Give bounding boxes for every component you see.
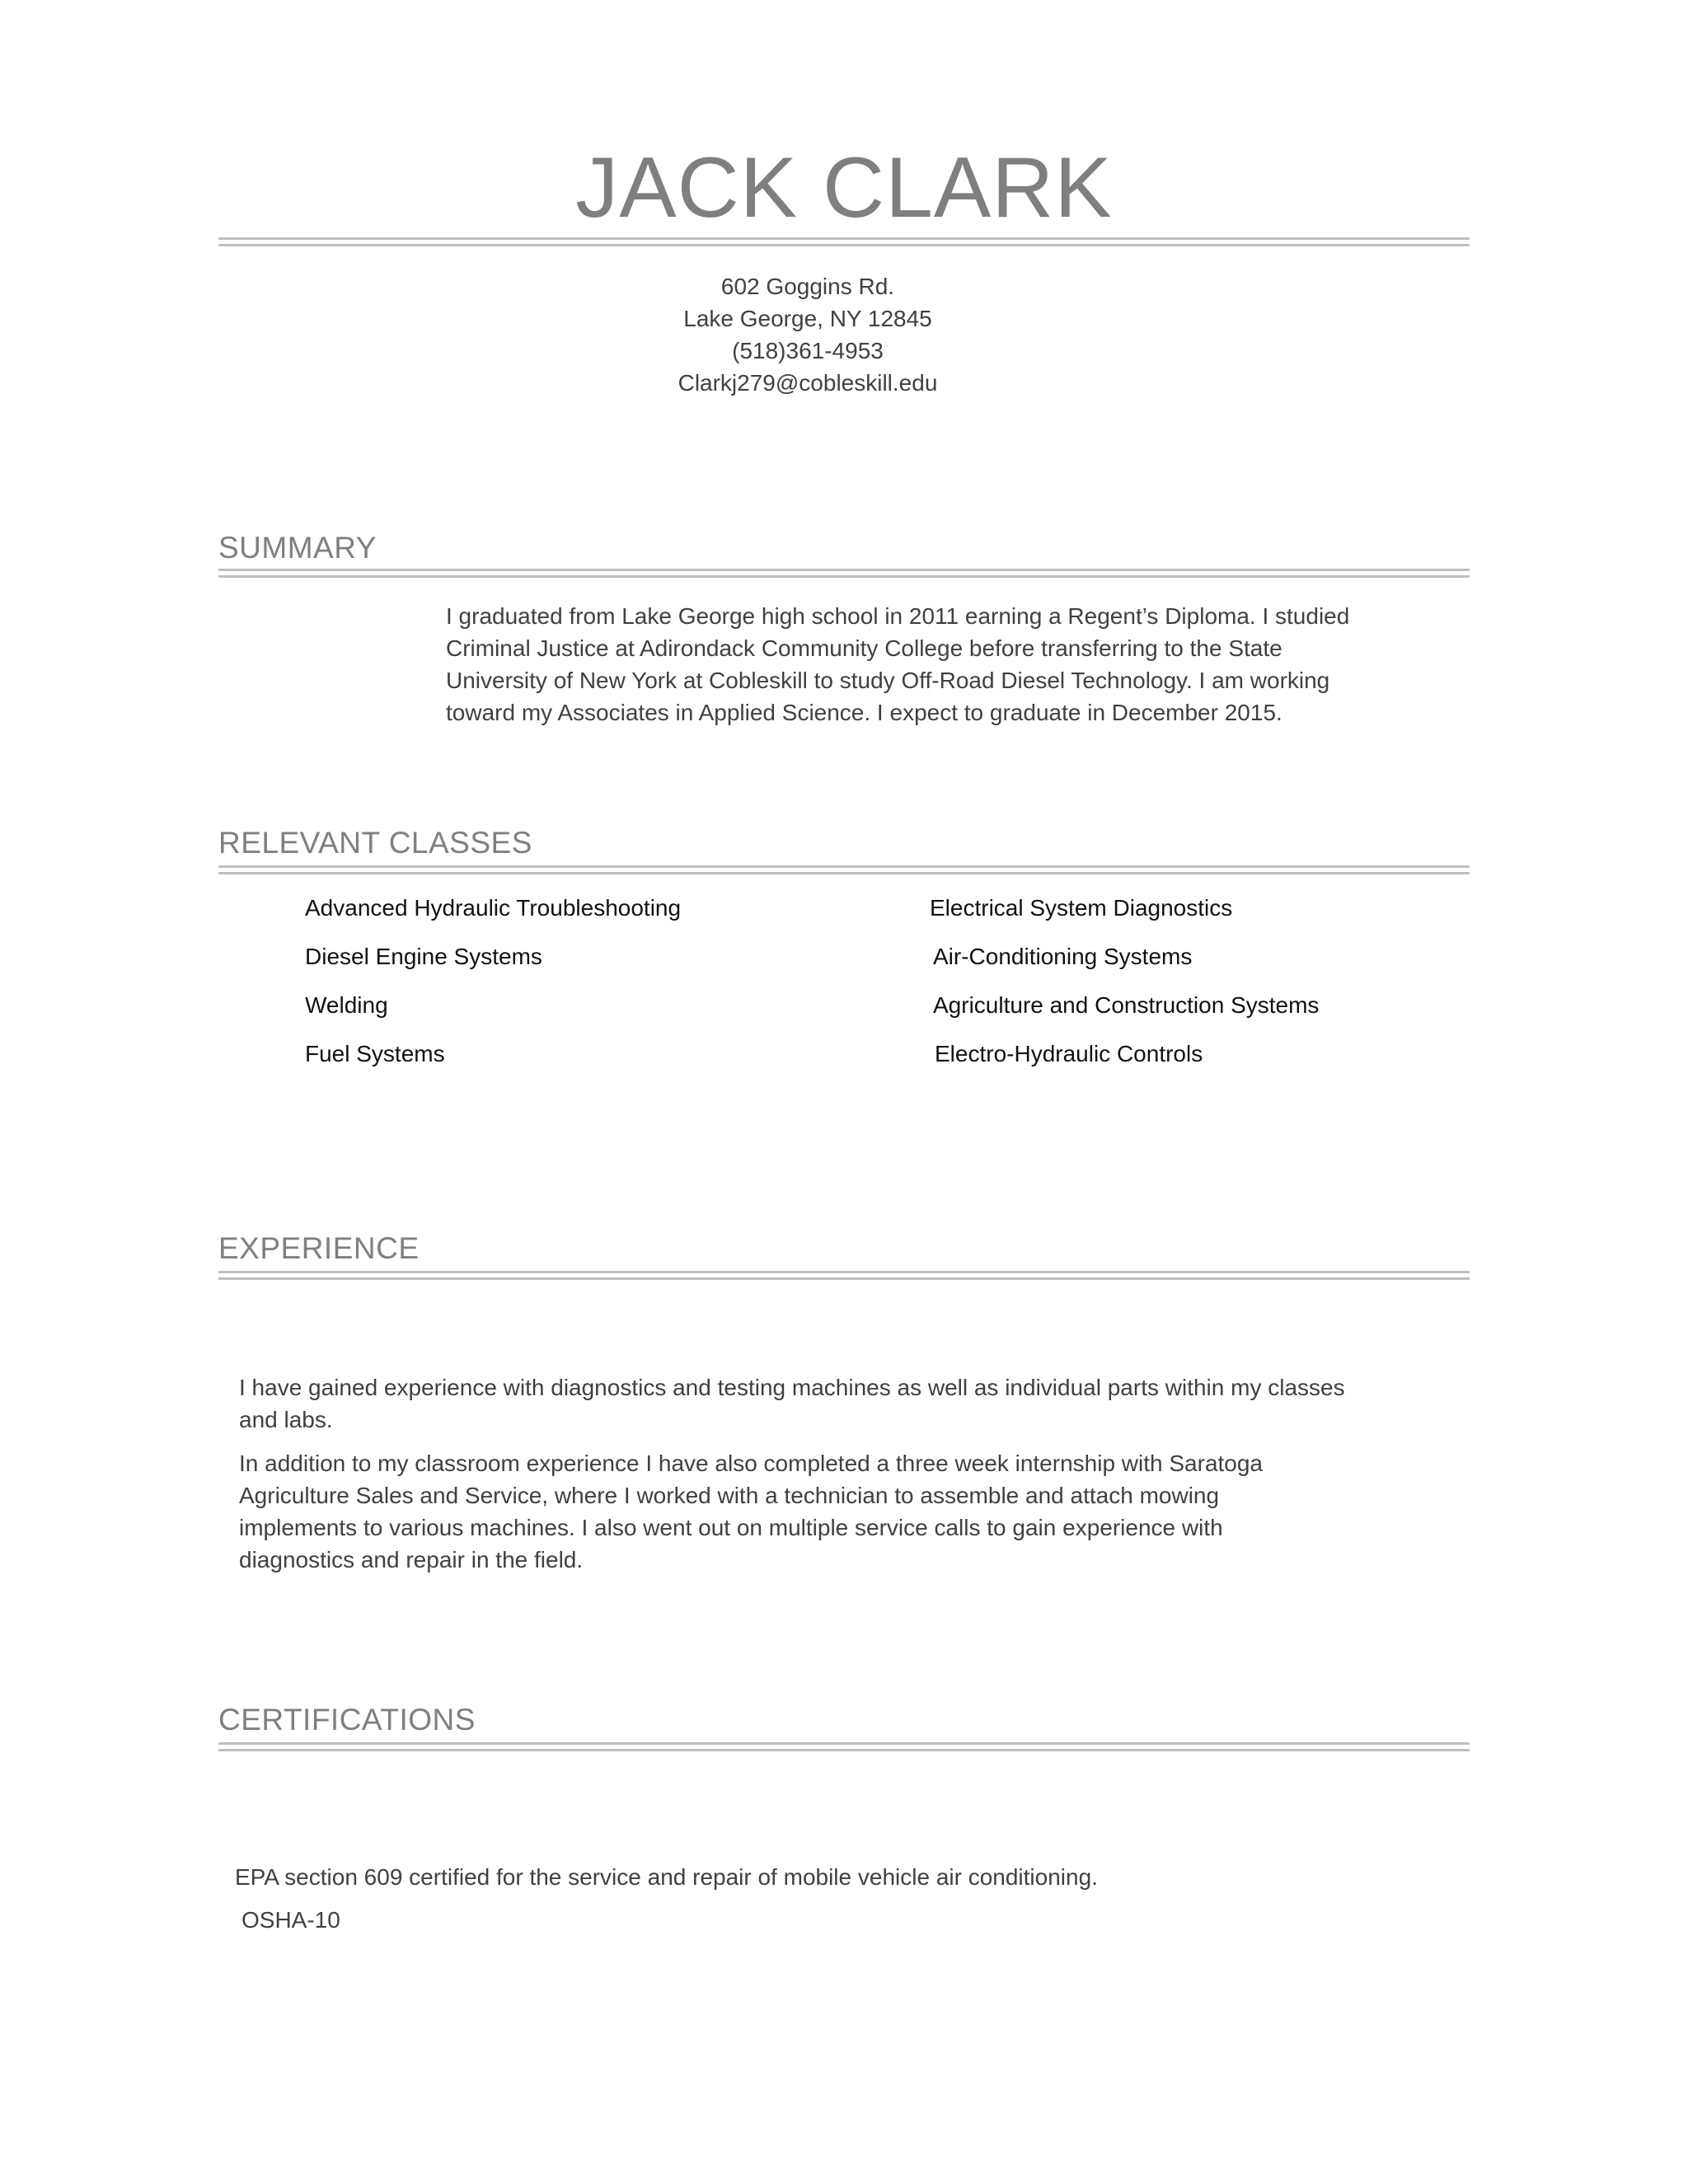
- phone-number: (518)361-4953: [732, 338, 884, 363]
- experience-text: [239, 1371, 1409, 1587]
- experience-line: diagnostics and repair in the field.: [239, 1547, 584, 1572]
- class-item: Agriculture and Construction Systems: [933, 992, 1320, 1018]
- relevant-classes-heading: RELEVANT CLASSES: [218, 826, 532, 860]
- experience-heading: EXPERIENCE: [218, 1231, 420, 1265]
- class-item: Welding: [305, 992, 388, 1018]
- class-item: Fuel Systems: [305, 1041, 445, 1066]
- summary-line: Criminal Justice at Adirondack Community College before transferring to the State: [446, 635, 1282, 661]
- class-item: Advanced Hydraulic Troubleshooting: [305, 895, 682, 921]
- experience-divider: [218, 1271, 1470, 1280]
- applicant-name: JACK CLARK: [575, 140, 1113, 236]
- experience-line: In addition to my classroom experience I have also completed a three week internship with Saratoga: [239, 1451, 1264, 1476]
- class-row: [305, 944, 1393, 992]
- class-item: Electro-Hydraulic Controls: [935, 1041, 1203, 1066]
- experience-line: implements to various machines. I also went out on multiple service calls to gain experience with: [239, 1515, 1223, 1540]
- contact-block: [643, 270, 973, 399]
- class-row: [305, 895, 1393, 944]
- address-line-1: 602 Goggins Rd.: [720, 274, 895, 299]
- experience-line: I have gained experience with diagnostics and testing machines as well as individual parts within my classes: [239, 1375, 1345, 1400]
- class-item: Electrical System Diagnostics: [930, 895, 1233, 921]
- summary-divider: [218, 569, 1470, 578]
- class-row: [305, 992, 1393, 1041]
- experience-line: and labs.: [239, 1407, 333, 1432]
- experience-paragraph: [239, 1447, 1409, 1576]
- class-row: [305, 1041, 1393, 1090]
- summary-heading: SUMMARY: [218, 531, 377, 565]
- certifications-heading: CERTIFICATIONS: [218, 1703, 476, 1736]
- experience-paragraph: [239, 1371, 1409, 1436]
- classes-divider: [218, 865, 1470, 874]
- experience-line: Agriculture Sales and Service, where I worked with a technician to assemble and attach mowing: [239, 1483, 1220, 1508]
- summary-line: toward my Associates in Applied Science. I expect to graduate in December 2015.: [446, 700, 1282, 725]
- class-item: Air-Conditioning Systems: [933, 944, 1193, 969]
- certifications-list: [235, 1861, 1430, 1947]
- email-address: Clarkj279@cobleskill.edu: [678, 370, 938, 396]
- summary-line: I graduated from Lake George high school in 2011 earning a Regent’s Diploma. I studied: [446, 603, 1350, 629]
- summary-line: University of New York at Cobleskill to study Off-Road Diesel Technology. I am working: [446, 668, 1330, 693]
- certification-item: OSHA-10: [241, 1907, 340, 1933]
- address-line-2: Lake George, NY 12845: [683, 306, 932, 331]
- class-item: Diesel Engine Systems: [305, 944, 542, 969]
- certification-item: EPA section 609 certified for the service and repair of mobile vehicle air conditioning.: [235, 1864, 1098, 1890]
- header-divider: [218, 237, 1470, 246]
- certifications-divider: [218, 1742, 1470, 1751]
- summary-text: [446, 600, 1410, 729]
- classes-list: [305, 895, 1393, 1090]
